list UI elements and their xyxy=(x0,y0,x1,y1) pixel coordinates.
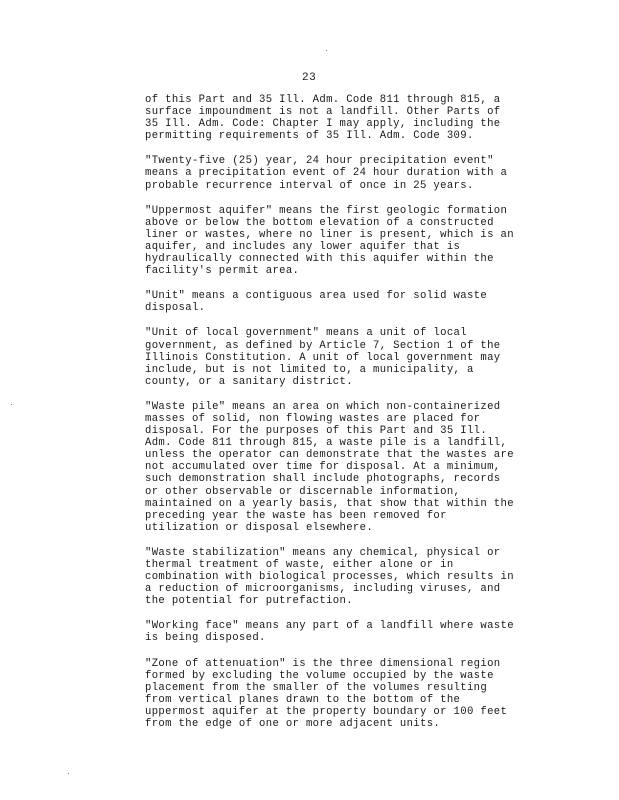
definition-waste-stabilization: "Waste stabilization" means any chemical, physical or thermal treatment of waste, either alone or in combination with biological processes, which results in a reduction of microorganisms, including viruses, and the potential for putrefaction. xyxy=(145,546,514,608)
definition-waste-pile: "Waste pile" means an area on which non-containerized masses of solid, non flowing wastes are placed for disposal. For the purposes of this Part and 35 Ill. Adm. Code 811 through 815, a waste pile is a landfill, unless the operator can demonstrate that the wastes are not accumulated over time for disposal. At a minimum, such demonstration shall include photographs, records or other observable or discernable information, maintained on a yearly basis, that show that within the preceding year the waste has been removed for utilization or disposal elsewhere. xyxy=(145,400,514,534)
definition-working-face: "Working face" means any part of a landfill where waste is being disposed. xyxy=(145,620,514,645)
definition-zone-of-attenuation: "Zone of attenuation" is the three dimensional region formed by excluding the volume occupied by the waste placement from the smaller of the volumes resulting from vertical planes drawn to the bottom of the uppermost aquifer at the property boundary or 100 feet from the edge of one or more adjacent units. xyxy=(145,657,508,731)
scan-speck xyxy=(11,404,12,405)
definition-precipitation-event: "Twenty-five (25) year, 24 hour precipitation event" means a precipitation event of 24 hour duration with a probable recurrence interval of once in 25 years. xyxy=(145,155,508,192)
scan-speck xyxy=(326,50,327,51)
definition-unit: "Unit" means a contiguous area used for solid waste disposal. xyxy=(145,290,488,315)
definition-unit-of-local-government: "Unit of local government" means a unit of local government, as defined by Article 7, Section 1 of the Illinois Constitution. A unit of local government may include, but is not limited to, a municipality, a county, or a sanitary district. xyxy=(145,327,501,388)
paragraph-impoundment-continuation: of this Part and 35 Ill. Adm. Code 811 through 815, a surface impoundment is not a landfill. Other Parts of 35 Ill. Adm. Code: Chapter I may apply, including the permitting requirements of 35 Ill. Adm. Code 309. xyxy=(145,94,501,143)
page-number: 23 xyxy=(302,72,317,84)
scan-speck xyxy=(68,773,69,774)
definition-uppermost-aquifer: "Uppermost aquifer" means the first geologic formation above or below the bottom elevation of a constructed liner or wastes, where no liner is present, which is an aquifer, and includes any lower aquifer that is hydraulically connected with this aquifer within the facility's permit area. xyxy=(145,204,514,278)
page-body xyxy=(145,94,553,743)
